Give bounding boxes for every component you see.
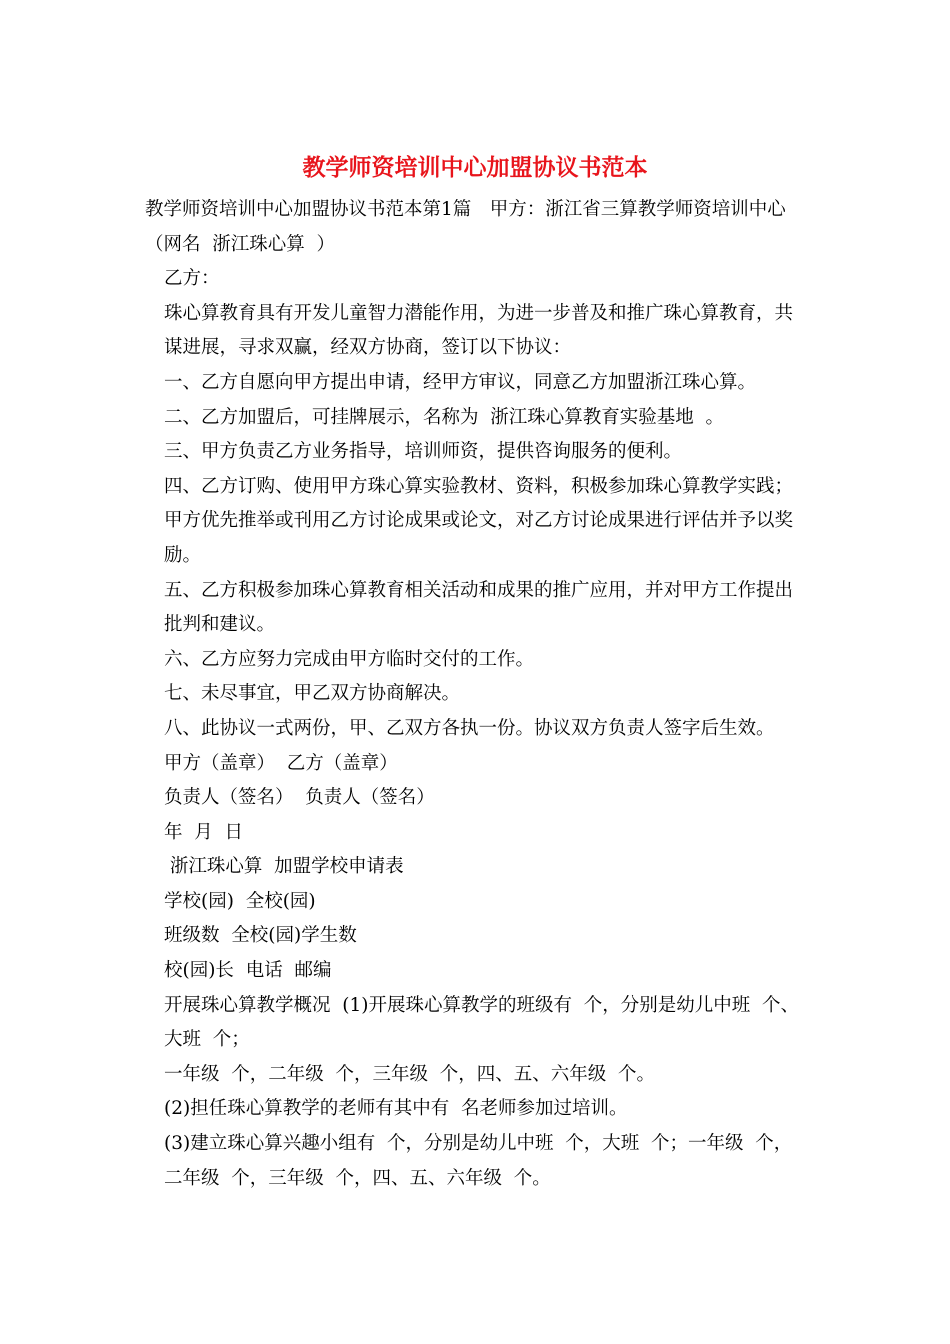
paragraph: 一、乙方自愿向甲方提出申请，经甲方审议，同意乙方加盟浙江珠心算。 [164,371,757,393]
paragraph: 三、甲方负责乙方业务指导，培训师资，提供咨询服务的便利。 [164,441,683,463]
paragraph: 教学师资培训中心加盟协议书范本第1篇 甲方：浙江省三算教学师资培训中心（网名 浙江珠心算 ） [145,199,786,255]
document-body [145,193,805,1196]
paragraph: 校(园)长 电话 邮编 [164,960,332,982]
paragraph: 五、乙方积极参加珠心算教育相关活动和成果的推广应用，并对甲方工作提出批判和建议。 [164,579,794,636]
document-title: 教学师资培训中心加盟协议书范本 [302,154,648,181]
paragraph: 六、乙方应努力完成由甲方临时交付的工作。 [164,648,535,670]
paragraph: 班级数 全校(园)学生数 [164,925,357,947]
paragraph: 年 月 日 [164,821,244,843]
paragraph: (3)建立珠心算兴趣小组有 个，分别是幼儿中班 个，大班 个；一年级 个，二年级 个，三年级 个，四、五、六年级 个。 [164,1133,793,1189]
paragraph: 开展珠心算教学概况 (1)开展珠心算教学的班级有 个，分别是幼儿中班 个、大班 个； [164,994,799,1051]
paragraph: 四、乙方订购、使用甲方珠心算实验教材、资料，积极参加珠心算教学实践；甲方优先推举或刊用乙方讨论成果或论文，对乙方讨论成果进行评估并予以奖励。 [164,475,794,566]
paragraph: 珠心算教育具有开发儿童智力潜能作用，为进一步普及和推广珠心算教育，共谋进展，寻求双赢，经双方协商，签订以下协议： [164,302,794,359]
paragraph: 负责人（签名） 负责人（签名） [164,787,435,809]
paragraph: 八、此协议一式两份，甲、乙双方各执一份。协议双方负责人签字后生效。 [164,717,775,739]
paragraph: 乙方： [164,268,220,290]
paragraph: 七、未尽事宜，甲乙双方协商解决。 [164,683,461,705]
paragraph: 二、乙方加盟后，可挂牌展示，名称为 浙江珠心算教育实验基地 。 [164,406,725,428]
paragraph: 甲方（盖章） 乙方（盖章） [164,752,398,774]
paragraph: 学校(园) 全校(园) [164,890,316,912]
paragraph: (2)担任珠心算教学的老师有其中有 名老师参加过培训。 [164,1098,628,1120]
paragraph: 浙江珠心算 加盟学校申请表 [164,856,404,878]
paragraph: 一年级 个，二年级 个，三年级 个，四、五、六年级 个。 [164,1063,656,1085]
